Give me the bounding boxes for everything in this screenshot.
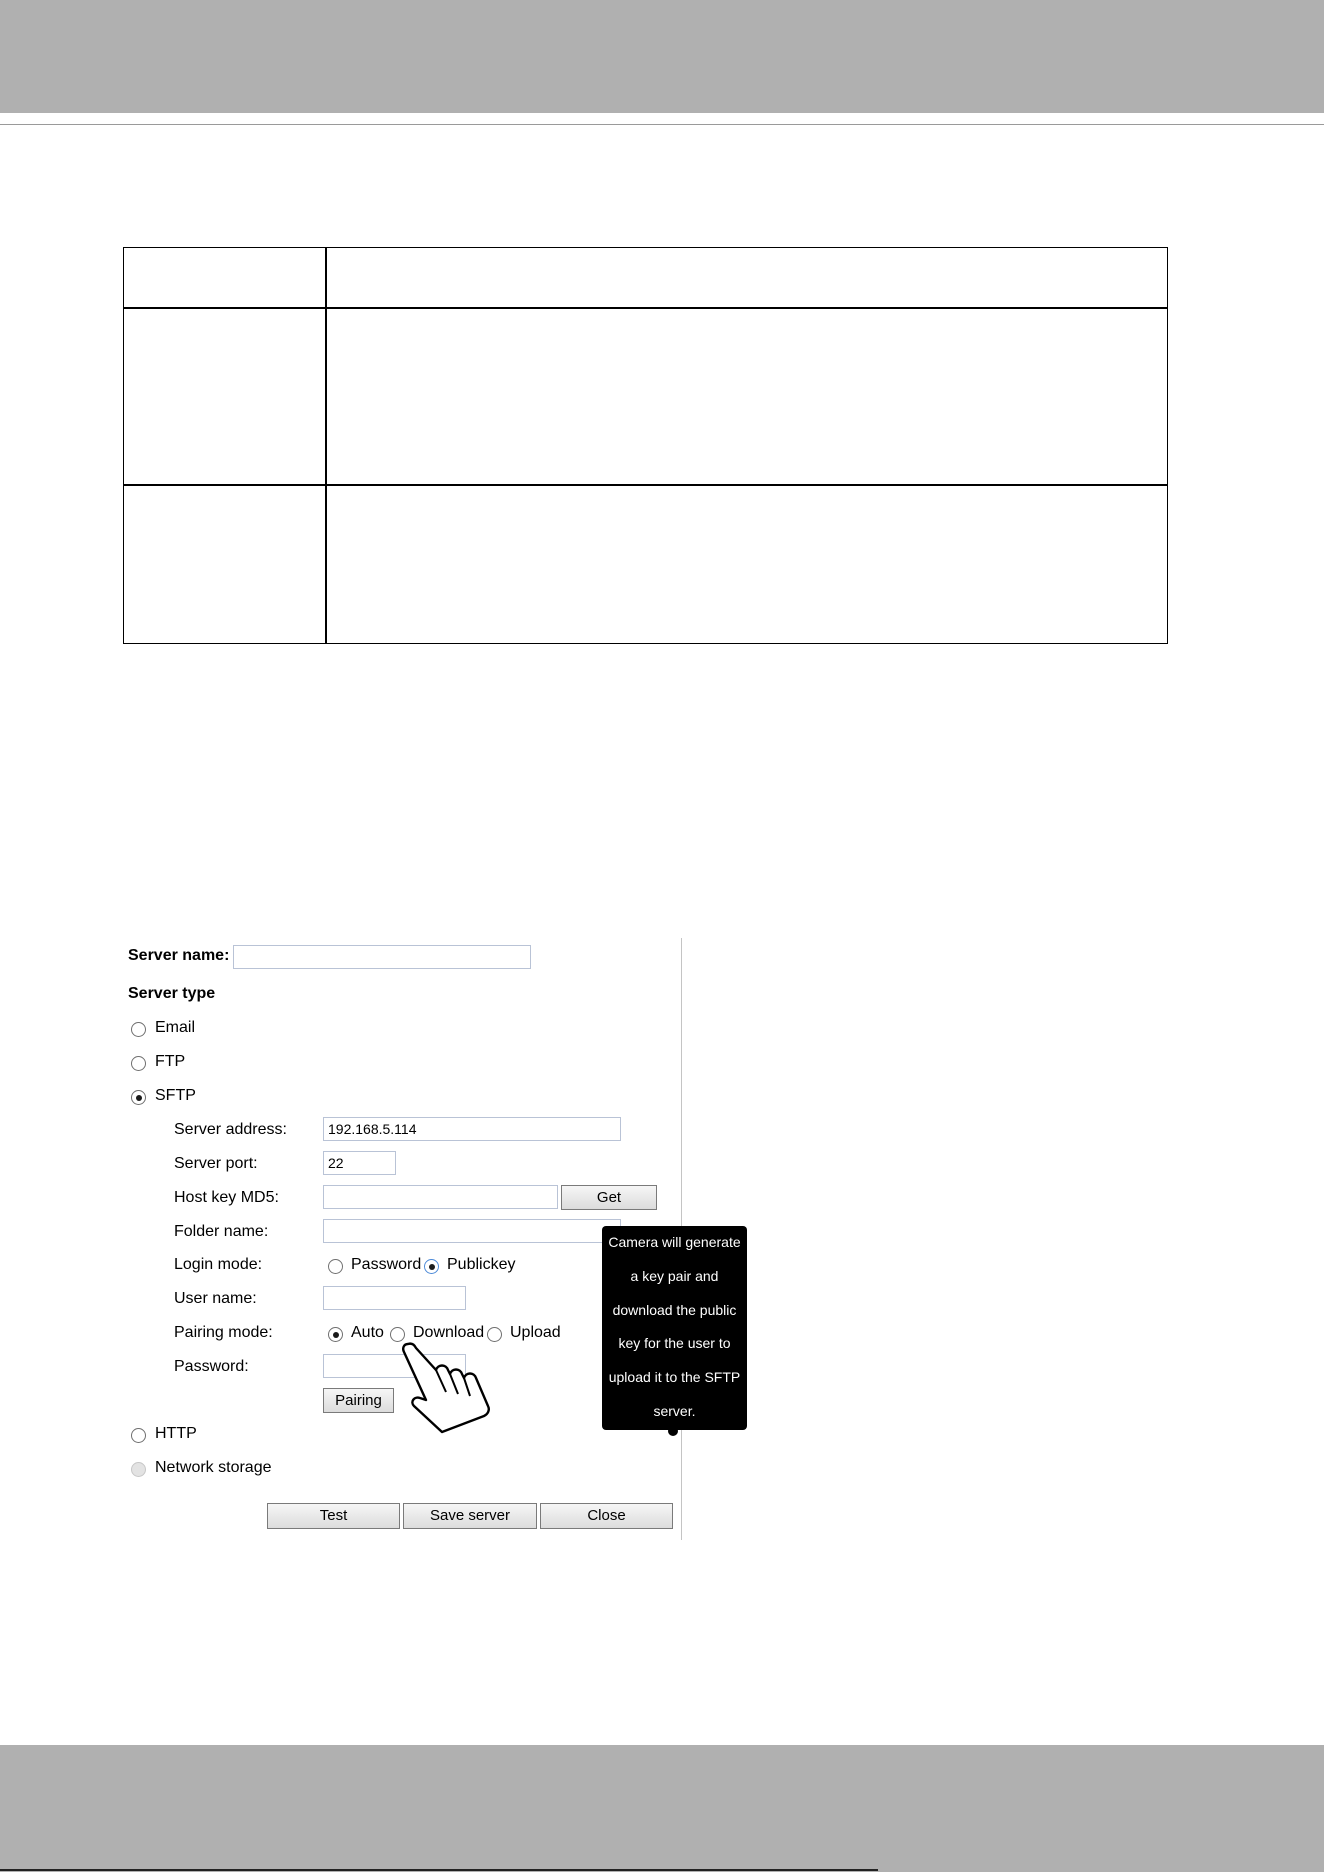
- document-table: [123, 247, 1168, 644]
- page-header-band: [0, 0, 1324, 113]
- server-type-email-label: Email: [155, 1019, 196, 1036]
- server-address-label: Server address:: [174, 1121, 287, 1138]
- server-type-email-radio[interactable]: [131, 1022, 146, 1037]
- server-type-ftp-label: FTP: [155, 1053, 186, 1070]
- host-key-md5-label: Host key MD5:: [174, 1189, 279, 1206]
- pairing-mode-auto-label: Auto: [351, 1324, 384, 1341]
- tooltip-line: a key pair and: [630, 1267, 719, 1284]
- tooltip-line: key for the user to: [618, 1335, 731, 1352]
- pairing-mode-upload-label: Upload: [510, 1324, 561, 1341]
- login-mode-publickey-label: Publickey: [447, 1256, 516, 1273]
- server-name-input[interactable]: [233, 945, 531, 969]
- server-type-network-storage-label: Network storage: [155, 1459, 272, 1476]
- server-type-ftp-radio[interactable]: [131, 1056, 146, 1071]
- server-type-network-storage-radio: [131, 1462, 146, 1477]
- pairing-mode-label: Pairing mode:: [174, 1324, 273, 1341]
- pairing-tooltip: [602, 1226, 747, 1430]
- server-address-input[interactable]: [323, 1117, 621, 1141]
- login-mode-publickey-radio[interactable]: [424, 1259, 439, 1274]
- pairing-mode-auto-radio[interactable]: [328, 1327, 343, 1342]
- tooltip-line: download the public: [612, 1301, 737, 1318]
- tooltip-line: Camera will generate: [608, 1234, 741, 1250]
- close-button[interactable]: Close: [540, 1503, 673, 1529]
- folder-name-label: Folder name:: [174, 1223, 269, 1240]
- user-name-label: User name:: [174, 1290, 257, 1307]
- folder-name-input[interactable]: [323, 1219, 621, 1243]
- server-type-sftp-radio[interactable]: [131, 1090, 146, 1105]
- page-footer-band: [0, 1745, 1324, 1872]
- save-server-button[interactable]: Save server: [403, 1503, 537, 1529]
- table-row-divider: [124, 484, 1167, 486]
- hand-pointer-icon: [402, 1340, 498, 1436]
- host-key-md5-input[interactable]: [323, 1185, 558, 1209]
- password-label: Password:: [174, 1358, 249, 1375]
- test-button[interactable]: Test: [267, 1503, 400, 1529]
- server-type-sftp-label: SFTP: [155, 1087, 196, 1104]
- user-name-input[interactable]: [323, 1286, 466, 1310]
- login-mode-password-label: Password: [351, 1256, 422, 1273]
- tooltip-line: server.: [653, 1402, 696, 1419]
- login-mode-label: Login mode:: [174, 1256, 263, 1273]
- pairing-mode-download-label: Download: [413, 1324, 485, 1341]
- table-row-divider: [124, 307, 1167, 309]
- server-type-http-radio[interactable]: [131, 1428, 146, 1443]
- server-type-label: Server type: [128, 985, 216, 1002]
- get-host-key-button[interactable]: Get: [561, 1185, 657, 1210]
- header-rule: [0, 124, 1324, 125]
- tooltip-line: upload it to the SFTP: [608, 1369, 741, 1386]
- server-port-input[interactable]: [323, 1151, 396, 1175]
- server-type-http-label: HTTP: [155, 1425, 197, 1442]
- login-mode-password-radio[interactable]: [328, 1259, 343, 1274]
- server-name-label: Server name:: [128, 947, 230, 964]
- footer-rule: [0, 1869, 878, 1871]
- server-port-label: Server port:: [174, 1155, 258, 1172]
- pairing-button[interactable]: Pairing: [323, 1388, 394, 1413]
